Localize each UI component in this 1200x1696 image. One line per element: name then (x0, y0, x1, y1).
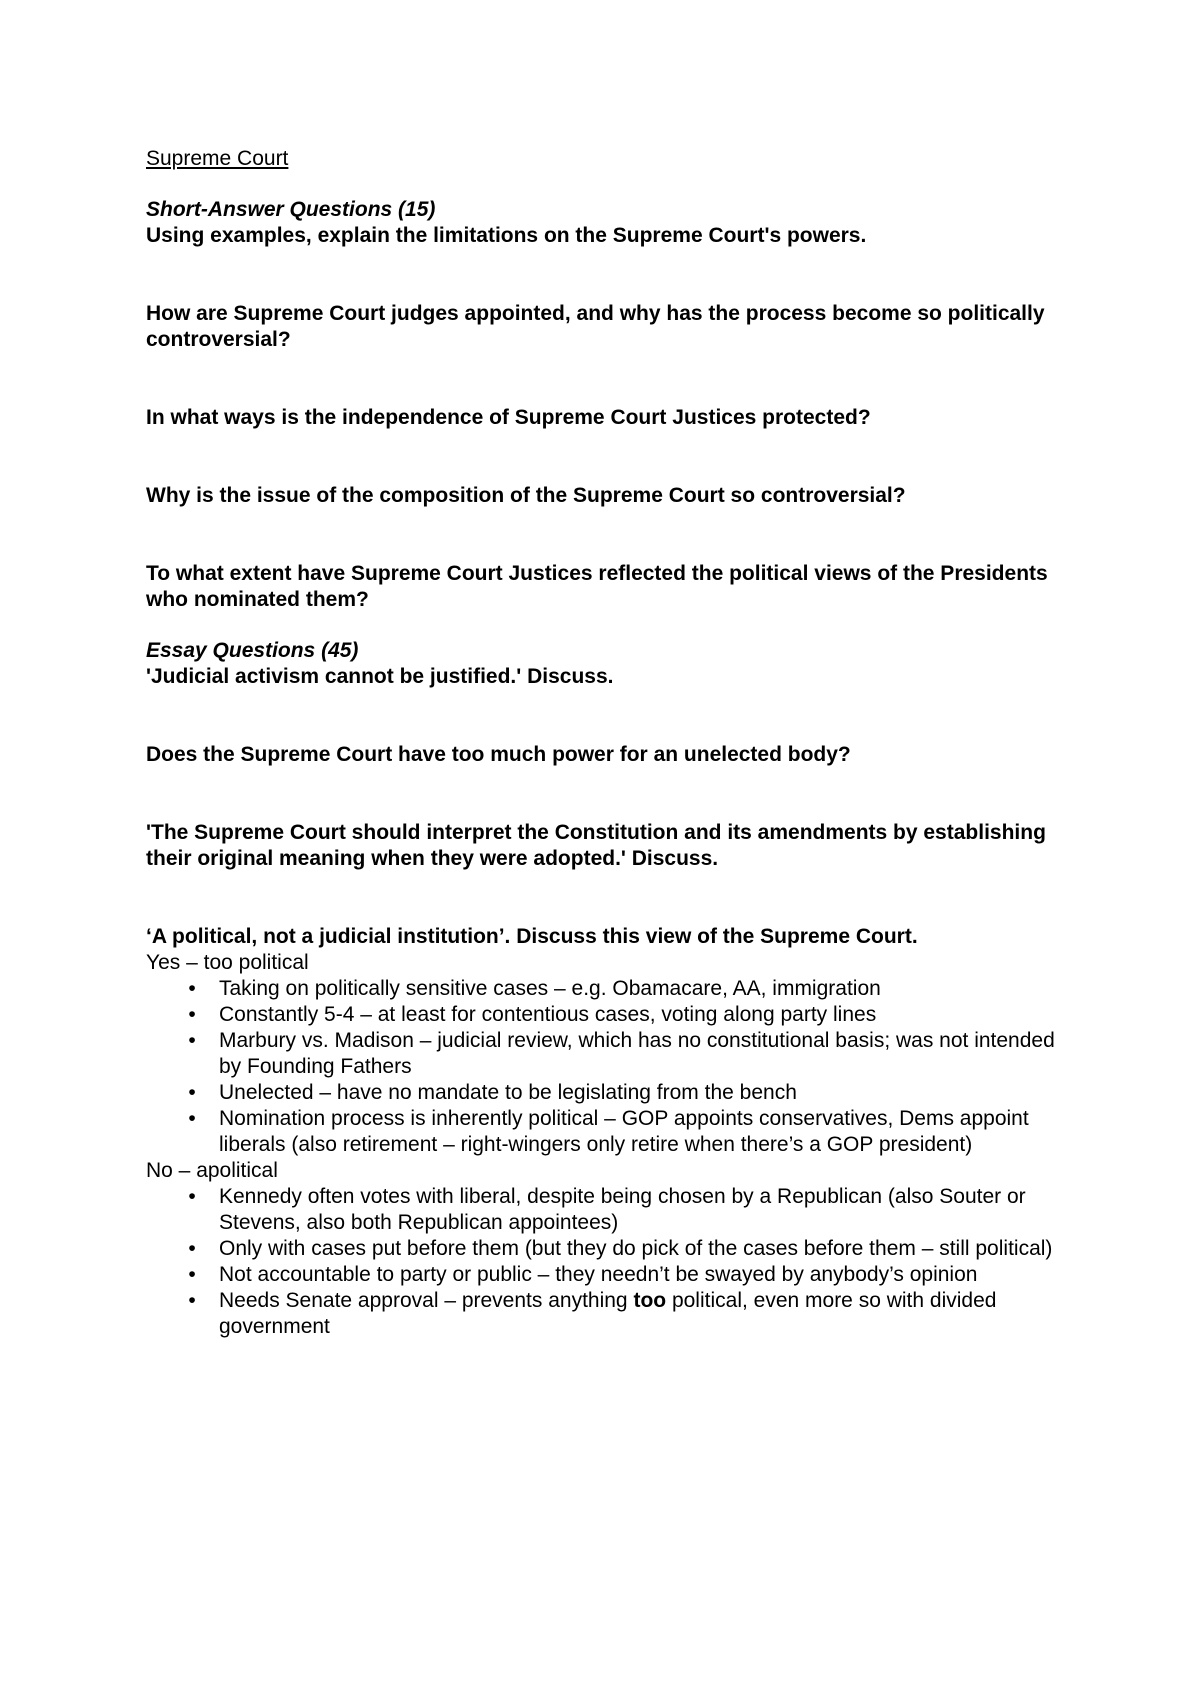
yes-point-1: Taking on politically sensitive cases – e.g. Obamacare, AA, immigration (219, 977, 881, 1000)
no-point-4-start: Needs Senate approval – prevents anything (219, 1289, 634, 1312)
bullet-icon: • (188, 1029, 196, 1052)
short-answer-question-3: In what ways is the independence of Supreme Court Justices protected? (146, 406, 871, 429)
list-item (146, 1288, 1076, 1340)
bullet-icon: • (188, 1081, 196, 1104)
bullet-icon: • (188, 1289, 196, 1312)
bullet-icon: • (188, 1003, 196, 1026)
short-answer-question-4: Why is the issue of the composition of the Supreme Court so controversial? (146, 484, 906, 507)
short-answer-question-5: To what extent have Supreme Court Justices reflected the political views of the Presidents who nominated them? (146, 562, 1048, 611)
list-item (146, 1080, 1076, 1106)
no-point-3: Not accountable to party or public – they needn’t be swayed by anybody’s opinion (219, 1263, 978, 1286)
essay-question-3: 'The Supreme Court should interpret the Constitution and its amendments by establishing their original meaning when they were adopted.' Discuss. (146, 821, 1046, 870)
no-point-4-emphasis: too (633, 1289, 667, 1312)
no-heading: No – apolitical (146, 1159, 278, 1182)
yes-point-3: Marbury vs. Madison – judicial review, which has no constitutional basis; was not intended by Founding Fathers (219, 1029, 1055, 1078)
no-point-4-end: political, even more so with divided government (219, 1289, 997, 1338)
essay-question-4: ‘A political, not a judicial institution’. Discuss this view of the Supreme Court. (146, 925, 918, 948)
list-item (146, 1184, 1076, 1236)
document-title: Supreme Court (146, 147, 289, 170)
no-point-4 (219, 1289, 996, 1338)
no-points-list (146, 1184, 1076, 1340)
list-item (146, 1262, 1076, 1288)
list-item (146, 1236, 1076, 1262)
bullet-icon: • (188, 1237, 196, 1260)
essay-question-2: Does the Supreme Court have too much power for an unelected body? (146, 743, 851, 766)
short-answer-question-1: Using examples, explain the limitations on the Supreme Court's powers. (146, 224, 867, 247)
short-answer-question-2: How are Supreme Court judges appointed, and why has the process become so politically controversial? (146, 302, 1045, 351)
yes-heading: Yes – too political (146, 951, 309, 974)
bullet-icon: • (188, 977, 196, 1000)
no-point-1: Kennedy often votes with liberal, despite being chosen by a Republican (also Souter or Stevens, also both Republican appointees) (219, 1185, 1026, 1234)
yes-point-4: Unelected – have no mandate to be legislating from the bench (219, 1081, 797, 1104)
list-item (146, 1002, 1076, 1028)
list-item (146, 1028, 1076, 1080)
essay-heading: Essay Questions (45) (146, 639, 359, 662)
bullet-icon: • (188, 1263, 196, 1286)
list-item (146, 976, 1076, 1002)
bullet-icon: • (188, 1107, 196, 1130)
yes-point-2: Constantly 5-4 – at least for contentious cases, voting along party lines (219, 1003, 877, 1026)
short-answer-heading: Short-Answer Questions (15) (146, 198, 436, 221)
no-point-2: Only with cases put before them (but they do pick of the cases before them – still political) (219, 1237, 1053, 1260)
list-item (146, 1106, 1076, 1158)
essay-question-1: 'Judicial activism cannot be justified.' Discuss. (146, 665, 614, 688)
document-page (146, 146, 1076, 1340)
bullet-icon: • (188, 1185, 196, 1208)
yes-points-list (146, 976, 1076, 1158)
yes-point-5: Nomination process is inherently political – GOP appoints conservatives, Dems appoint liberals (also retirement – right-wingers only retire when there’s a GOP president) (219, 1107, 1029, 1156)
